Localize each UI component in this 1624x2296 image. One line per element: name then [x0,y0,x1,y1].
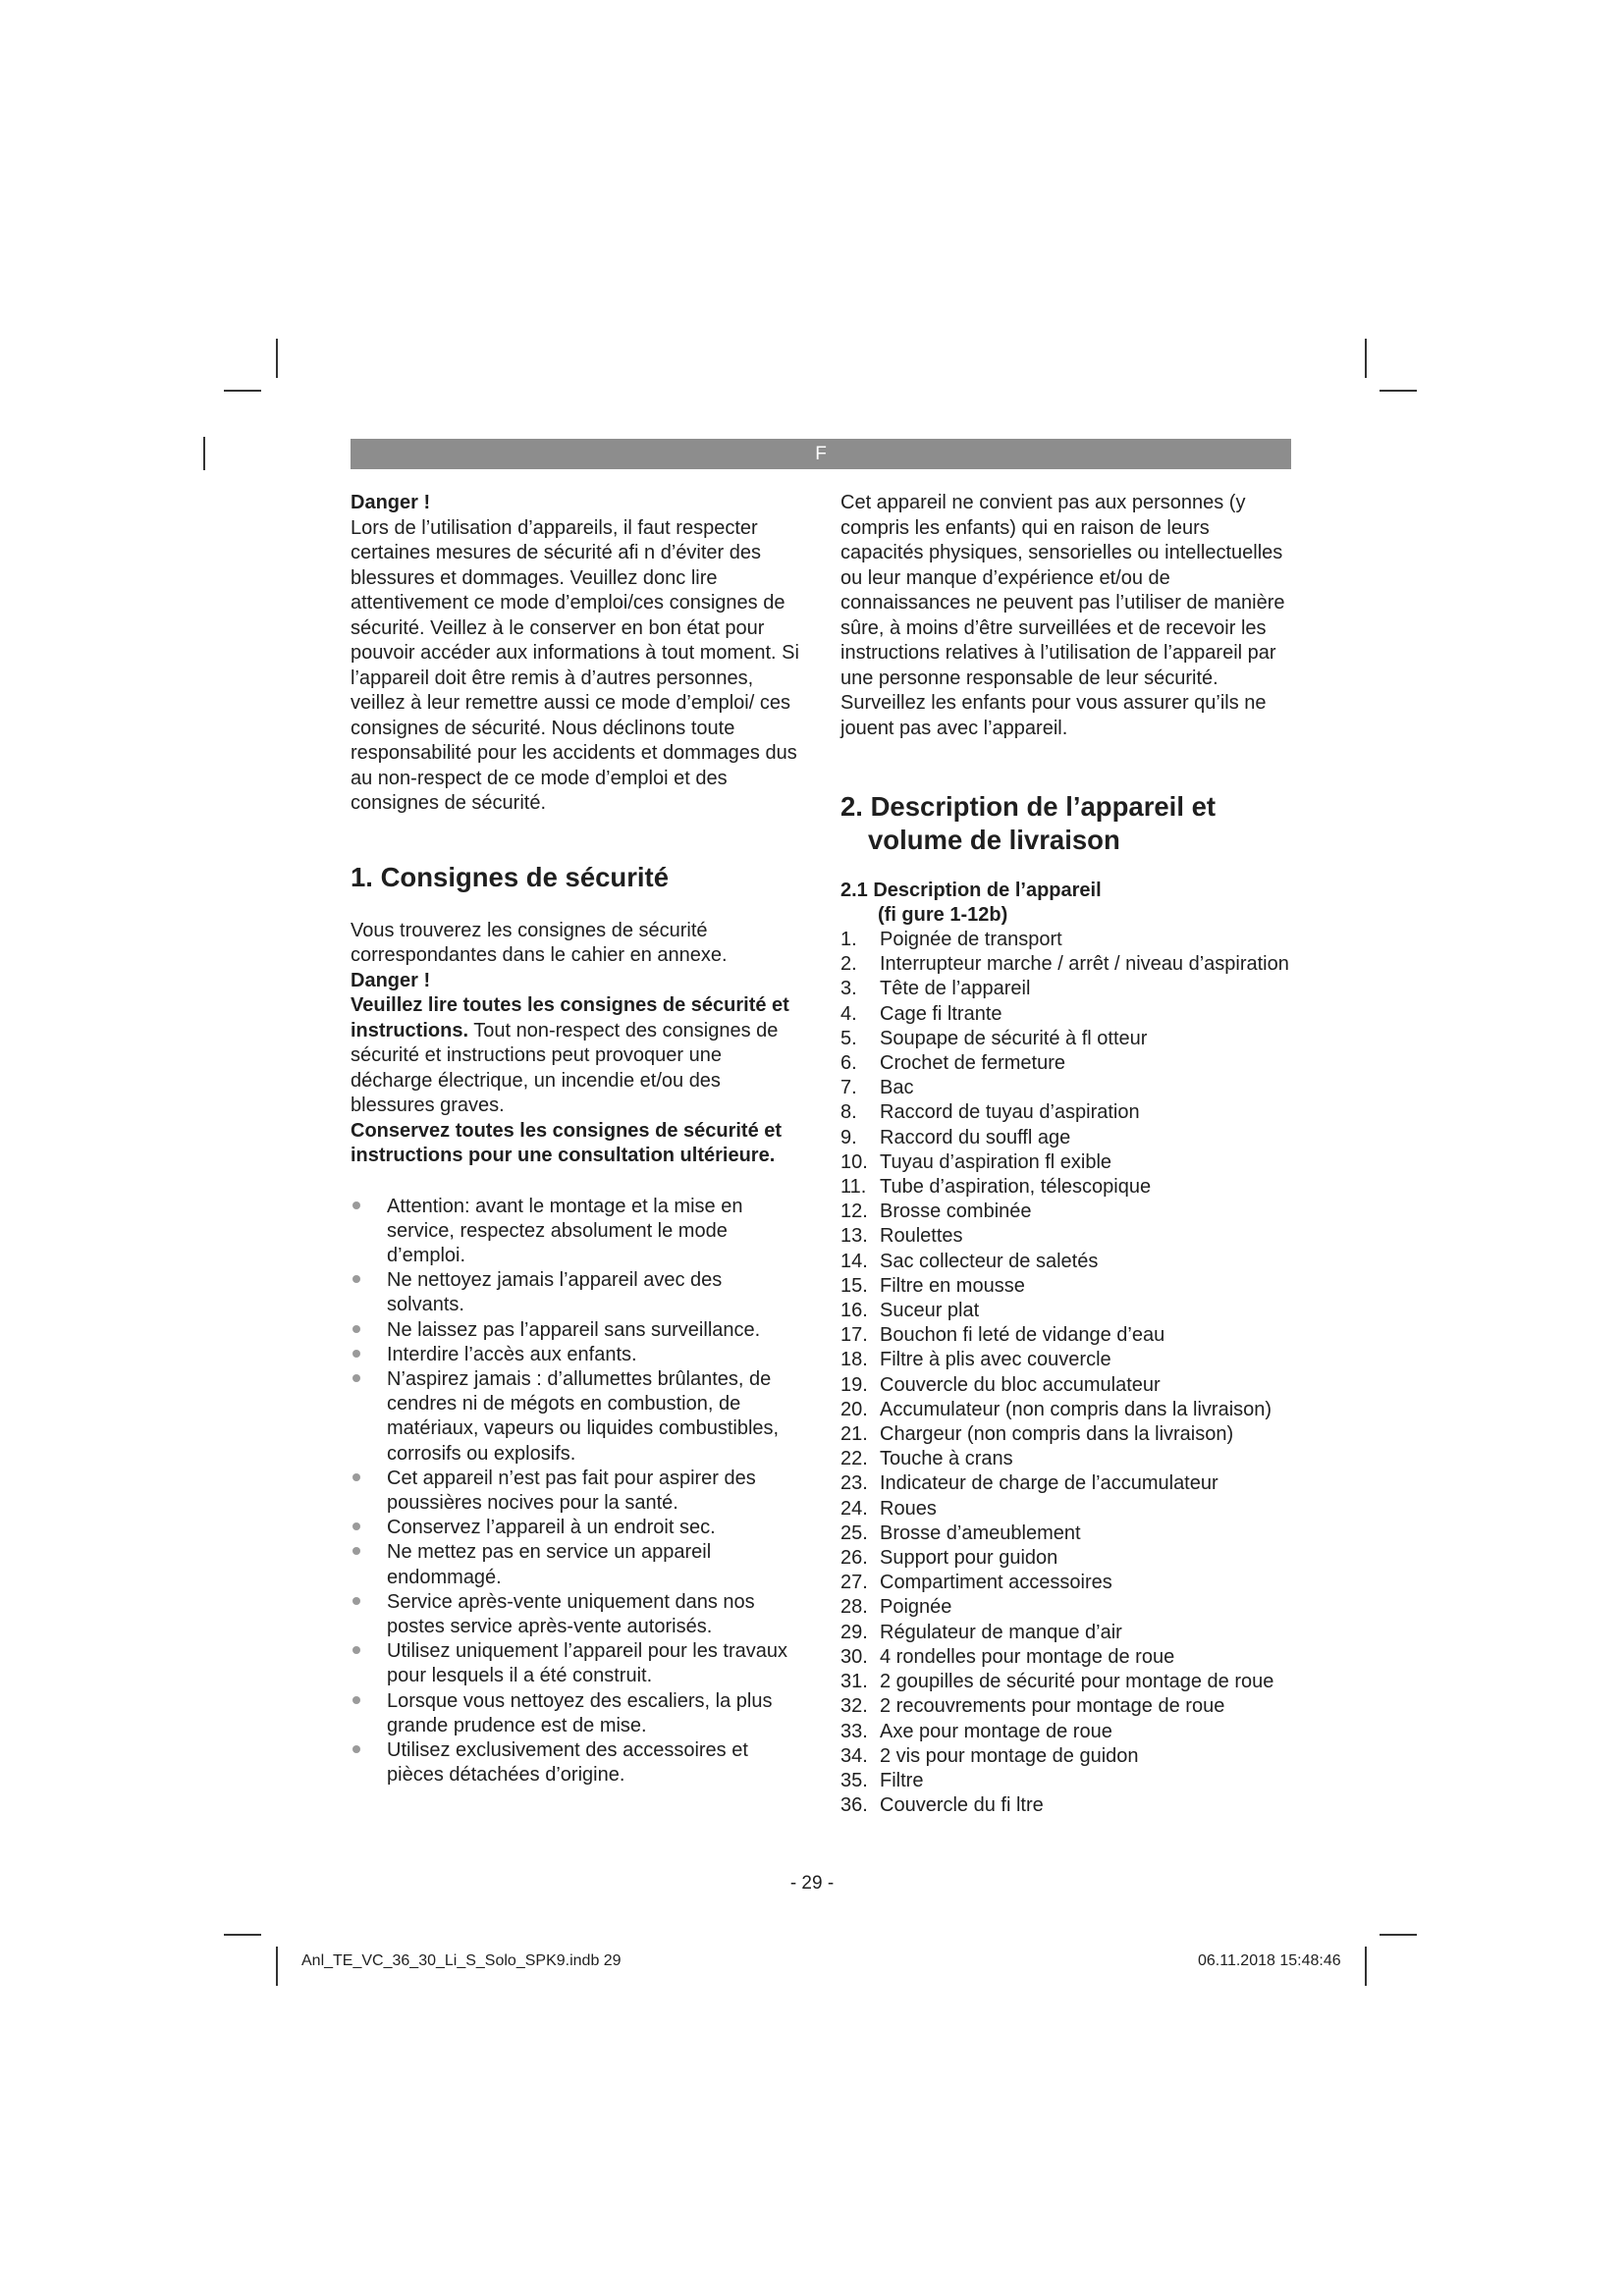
item-number: 29. [840,1621,868,1643]
list-item [840,1250,1292,1274]
list-item [840,1200,1292,1224]
crop-mark [276,339,278,378]
list-item [840,1002,1292,1027]
item-text: 4 rondelles pour montage de roue [880,1645,1175,1668]
list-item [840,928,1292,952]
list-item: Service après-vente uniquement dans nos postes service après-vente autorisés. [351,1590,802,1639]
language-label: F [815,444,827,464]
item-text: 2 goupilles de sécurité pour montage de roue [880,1671,1274,1693]
item-number: 2. [840,953,857,976]
bullet-icon [352,1374,360,1382]
list-item [840,1076,1292,1100]
item-number: 18. [840,1349,868,1371]
bullet-icon [352,1325,360,1333]
item-text: Raccord du souffl age [880,1126,1071,1148]
item-number: 31. [840,1671,868,1693]
section-2-title-line-1: 2. Description de l’appareil et [840,791,1217,822]
list-item [840,1471,1292,1496]
list-item: Conservez l’appareil à un endroit sec. [351,1516,802,1540]
section-2-title-line-2: volume de livraison [868,825,1120,855]
parts-list [840,928,1292,1818]
bullet-icon [352,1547,360,1555]
section-1-title: 1. Consignes de sécurité [351,861,669,892]
page-number: - 29 - [789,1873,835,1894]
bullet-icon [352,1473,360,1481]
item-number: 19. [840,1373,868,1396]
crop-mark [276,1947,278,1986]
list-item [840,1323,1292,1348]
item-text: Tuyau d’aspiration fl exible [880,1150,1112,1173]
item-text: Sac collecteur de saletés [880,1250,1099,1272]
item-text: Indicateur de charge de l’accumulateur [880,1472,1218,1495]
list-item: Attention: avant le montage et la mise en service, respectez absolument le mode d’emploi. [351,1195,802,1269]
list-item [840,1299,1292,1323]
list-item: Ne laissez pas l’appareil sans surveillance. [351,1318,802,1343]
item-number: 34. [840,1744,868,1767]
item-text: Filtre à plis avec couvercle [880,1349,1111,1371]
subsection-title-line-1: 2.1 Description de l’appareil [840,880,1102,901]
list-item [840,1175,1292,1200]
list-item [840,1274,1292,1299]
list-item [840,1051,1292,1076]
list-item [840,1224,1292,1249]
list-item [840,1670,1292,1694]
crop-mark [203,437,205,470]
item-text: Brosse d’ameublement [880,1522,1081,1544]
keep-instructions: Conservez toutes les consignes de sécurité et instructions pour une consultation ultérieure. [351,1119,783,1166]
bullet-icon [352,1350,360,1358]
item-text: Bac [880,1077,914,1099]
list-item [840,1100,1292,1125]
item-number: 7. [840,1077,857,1099]
crop-mark [1380,1934,1417,1936]
list-item [840,1694,1292,1719]
list-item: N’aspirez jamais : d’allumettes brûlantes, de cendres ni de mégots en combustion, de matériaux, vapeurs ou liquides combustibles, corrosifs ou explosifs. [351,1367,802,1467]
item-text: Filtre [880,1769,924,1791]
item-text: Support pour guidon [880,1547,1058,1570]
safety-bullet-list [351,1195,802,1789]
item-text: Bouchon fi leté de vidange d’eau [880,1324,1165,1347]
list-item: Interdire l’accès aux enfants. [351,1343,802,1367]
danger-paragraph: Lors de l’utilisation d’appareils, il faut respecter certaines mesures de sécurité afi n d’éviter des blessures et dommages. Veuillez donc lire attentivement ce mode d’emploi/ces consignes de sécurité. Veillez à le conserver en bon état pour pouvoir accéder aux informations à tout moment. Si l’appareil doit être remis à d’autres personnes, veillez à leur remettre aussi ce mode d’emploi/ ces consignes de sécurité. Nous déclinons toute responsabilité pour les accidents et dommages dus au non-respect de ce mode d’emploi et des consignes de sécurité. [351,516,799,814]
footer-file-name: Anl_TE_VC_36_30_Li_S_Solo_SPK9.indb 29 [301,1952,622,1969]
item-text: Chargeur (non compris dans la livraison) [880,1423,1234,1446]
crop-mark [1380,390,1417,392]
item-text: Filtre en mousse [880,1274,1025,1297]
item-number: 26. [840,1547,868,1570]
item-number: 8. [840,1101,857,1124]
item-text: Soupape de sécurité à fl otteur [880,1027,1148,1049]
list-item [840,1373,1292,1398]
list-item: Utilisez uniquement l’appareil pour les travaux pour lesquels il a été construit. [351,1639,802,1688]
list-item [840,1126,1292,1150]
subsection-2-1-title [840,879,1292,928]
item-number: 12. [840,1201,868,1223]
item-number: 4. [840,1002,857,1025]
item-text: Tête de l’appareil [880,978,1031,1000]
item-text: Régulateur de manque d’air [880,1621,1122,1643]
list-item [840,1769,1292,1793]
item-text: Couvercle du bloc accumulateur [880,1373,1161,1396]
list-item [840,1398,1292,1422]
item-text: Touche à crans [880,1448,1013,1470]
item-number: 27. [840,1572,868,1594]
item-text: Suceur plat [880,1300,980,1322]
crop-mark [224,390,261,392]
item-text: Cage fi ltrante [880,1002,1002,1025]
item-number: 24. [840,1497,868,1520]
item-text: Accumulateur (non compris dans la livraison) [880,1398,1272,1420]
item-number: 36. [840,1794,868,1817]
list-item [840,1720,1292,1744]
crop-mark [224,1934,261,1936]
list-item: Ne nettoyez jamais l’appareil avec des solvants. [351,1268,802,1317]
item-number: 11. [840,1176,867,1199]
suitability-paragraph: Cet appareil ne convient pas aux personnes (y compris les enfants) qui en raison de leurs capacités physiques, sensorielles ou intellectuelles ou leur manque d’expérience et/ou de connaissances ne peuvent pas l’utiliser de manière sûre, à moins d’être surveillées et de recevoir les instructions relatives à l’utilisation de l’appareil par une personne responsable de leur sécurité. Surveillez les enfants pour vous assurer qu’ils ne jouent pas avec l’appareil. [840,492,1285,739]
item-number: 13. [840,1225,868,1248]
item-number: 6. [840,1052,857,1075]
item-text: Poignée de transport [880,929,1062,950]
item-text: Roulettes [880,1225,963,1248]
item-number: 32. [840,1695,868,1718]
left-column [351,491,802,1788]
danger-2-text: Tout non-respect des consignes de sécurité et instructions peut provoquer une décharge électrique, un incendie et/ou des blessures graves. [351,1019,779,1116]
list-item: Ne mettez pas en service un appareil endommagé. [351,1540,802,1589]
bullet-icon [352,1696,360,1704]
danger-2-paragraph [351,993,802,1119]
danger-heading-2: Danger ! [351,969,431,991]
section-1-intro: Vous trouverez les consignes de sécurité correspondantes dans le cahier en annexe. [351,919,728,966]
list-item: Utilisez exclusivement des accessoires et pièces détachées d’origine. [351,1738,802,1788]
list-item [840,1348,1292,1372]
item-text: 2 vis pour montage de guidon [880,1744,1139,1767]
item-text: Axe pour montage de roue [880,1720,1112,1742]
bullet-icon [352,1745,360,1753]
item-text: Tube d’aspiration, télescopique [880,1176,1152,1199]
right-column [840,491,1292,1818]
list-item [840,1150,1292,1175]
footer-datetime: 06.11.2018 15:48:46 [1198,1952,1341,1969]
item-number: 25. [840,1522,868,1544]
item-number: 14. [840,1250,868,1272]
crop-mark [1365,339,1367,378]
item-number: 20. [840,1398,868,1420]
section-2-title [840,790,1292,857]
list-item [840,1744,1292,1769]
list-item [840,1793,1292,1818]
crop-mark [1365,1947,1367,1986]
item-text: Poignée [880,1596,952,1619]
item-text: Raccord de tuyau d’aspiration [880,1101,1140,1124]
item-number: 17. [840,1324,868,1347]
bullet-icon [352,1646,360,1654]
item-text: Couvercle du fi ltre [880,1794,1044,1817]
bullet-icon [352,1597,360,1605]
list-item [840,1447,1292,1471]
item-number: 15. [840,1274,868,1297]
list-item [840,1522,1292,1546]
danger-heading: Danger ! [351,492,431,513]
list-item: Cet appareil n’est pas fait pour aspirer des poussières nocives pour la santé. [351,1467,802,1516]
item-number: 1. [840,929,857,950]
list-item [840,1571,1292,1595]
subsection-title-line-2: (fi gure 1-12b) [878,904,1008,926]
item-number: 16. [840,1300,868,1322]
bullet-icon [352,1522,360,1530]
list-item: Lorsque vous nettoyez des escaliers, la plus grande prudence est de mise. [351,1689,802,1738]
danger-2-bold: Veuillez lire toutes les consignes de sécurité et instructions. [351,994,789,1041]
item-number: 22. [840,1448,868,1470]
item-number: 30. [840,1645,868,1668]
list-item [840,1497,1292,1522]
item-number: 9. [840,1126,857,1148]
item-text: Brosse combinée [880,1201,1032,1223]
item-text: Roues [880,1497,937,1520]
item-number: 3. [840,978,857,1000]
item-number: 33. [840,1720,868,1742]
list-item [840,1595,1292,1620]
list-item [840,1027,1292,1051]
item-text: Interrupteur marche / arrêt / niveau d’aspiration [880,953,1289,976]
item-number: 23. [840,1472,868,1495]
item-number: 35. [840,1769,868,1791]
item-text: Compartiment accessoires [880,1572,1112,1594]
item-number: 5. [840,1027,857,1049]
list-item [840,977,1292,1001]
item-number: 21. [840,1423,868,1446]
language-header-bar [351,439,1291,469]
list-item [840,1621,1292,1645]
item-text: Crochet de fermeture [880,1052,1065,1075]
list-item [840,952,1292,977]
list-item [840,1645,1292,1670]
bullet-icon [352,1201,360,1209]
list-item [840,1422,1292,1447]
bullet-icon [352,1275,360,1283]
item-number: 10. [840,1150,868,1173]
list-item [840,1546,1292,1571]
item-text: 2 recouvrements pour montage de roue [880,1695,1225,1718]
item-number: 28. [840,1596,868,1619]
